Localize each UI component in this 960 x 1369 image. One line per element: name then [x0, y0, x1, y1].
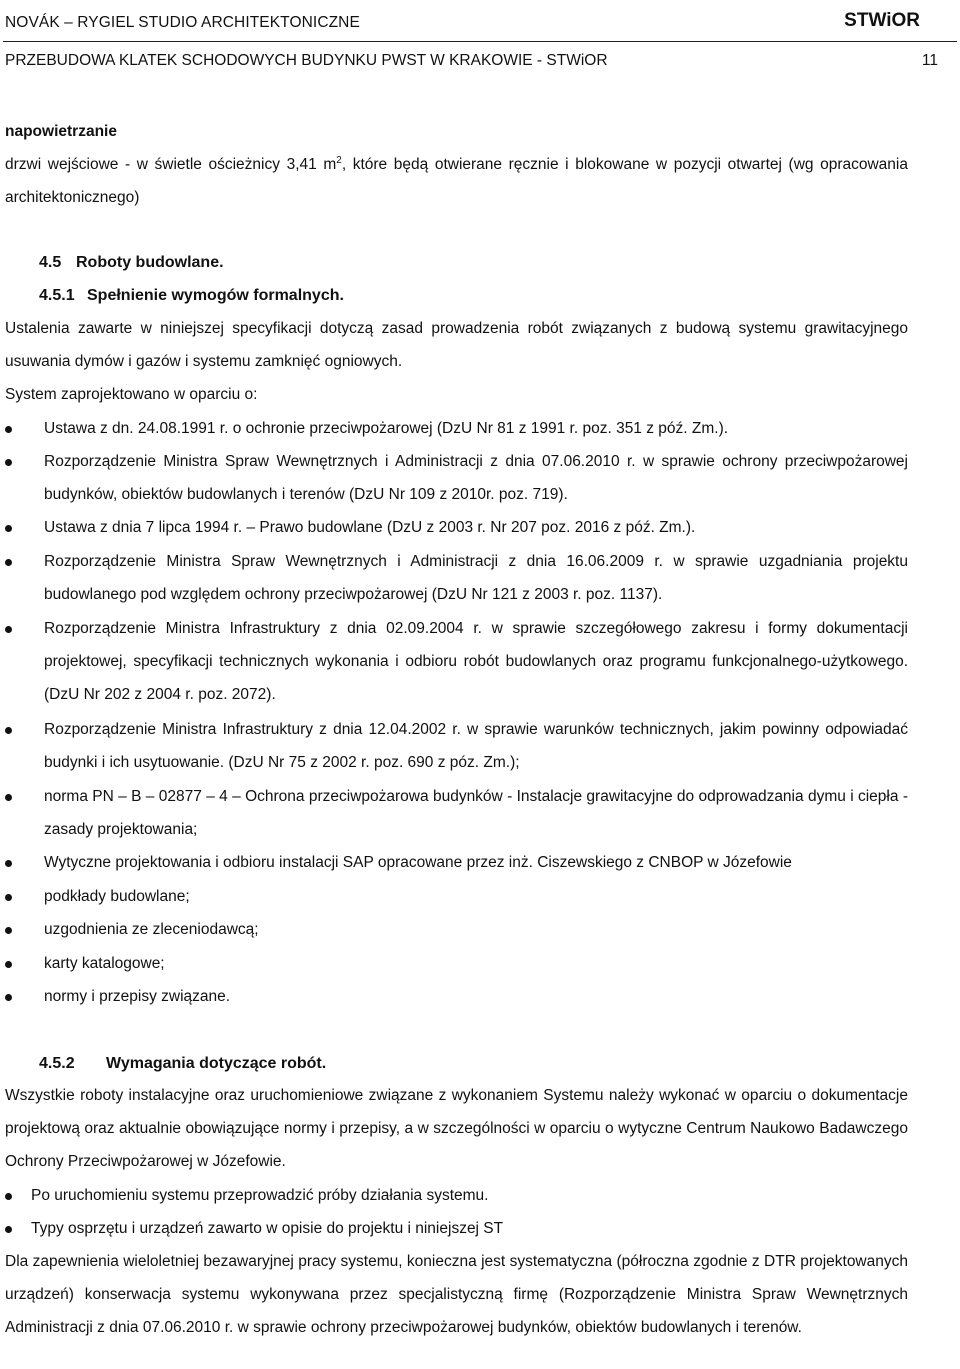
- list-item-text: Rozporządzenie Ministra Infrastruktury z dnia 02.09.2004 r. w sprawie szczegółowego zakresu i formy dokumentacji projektowej, specyfikacji technicznych wykonania i odbioru robót budowlanych oraz programu funkcjonalnego-użytkowego. (DzU Nr 202 z 2004 r. poz. 2072).: [44, 620, 908, 703]
- intro-heading: napowietrzanie: [5, 123, 117, 140]
- list-item: [5, 612, 908, 711]
- header-divider: [3, 41, 957, 42]
- list-item-text: uzgodnienia ze zleceniodawcą;: [44, 921, 259, 938]
- brand-name: STWiOR: [844, 10, 920, 31]
- heading-4-5-1: [39, 287, 344, 305]
- list-item: [5, 1212, 908, 1245]
- heading-4-5-2-number: 4.5.2: [39, 1055, 75, 1072]
- bullet-icon: [5, 1226, 12, 1233]
- list-item-text: normy i przepisy związane.: [44, 988, 231, 1005]
- bullet-icon: [5, 894, 12, 901]
- bullet-icon: [5, 426, 12, 433]
- list-item-text: Rozporządzenie Ministra Infrastruktury z dnia 12.04.2002 r. w sprawie warunków technicznych, jakim powinny odpowiadać budynki i ich usytuowanie. (DzU Nr 75 z 2002 r. poz. 690 z póz. Zm.);: [44, 721, 908, 771]
- bullet-icon: [5, 525, 12, 532]
- bullet-icon: [5, 961, 12, 968]
- basis-line: System zaprojektowano w oparciu o:: [5, 386, 258, 403]
- page-number: 11: [921, 52, 938, 69]
- bullet-icon: [5, 794, 12, 801]
- heading-4-5-1-title: Spełnienie wymogów formalnych.: [87, 287, 344, 304]
- section-4-5-2-paragraph: Wszystkie roboty instalacyjne oraz uruchomieniowe związane z wykonaniem Systemu należy wykonać w oparciu o dokumentacje projektową oraz aktualnie obowiązujące normy i przepisy, a w szczególności w oparciu o wytyczne Centrum Naukowo Badawczego Ochrony Przeciwpożarowej w Józefowie.: [5, 1087, 908, 1170]
- list-item-text: Typy osprzętu i urządzeń zawarto w opisie do projektu i niniejszej ST: [31, 1220, 504, 1237]
- studio-name: NOVÁK – RYGIEL STUDIO ARCHITEKTONICZNE: [5, 14, 360, 31]
- list-item-text: podkłady budowlane;: [44, 888, 190, 905]
- bullet-icon: [5, 1193, 12, 1200]
- heading-4-5: [39, 254, 224, 272]
- heading-4-5-title: Roboty budowlane.: [76, 254, 224, 271]
- closing-paragraph: Dla zapewnienia wieloletniej bezawaryjnej pracy systemu, konieczna jest systematyczna (półroczna zgodnie z DTR projektowanych urządzeń) konserwacja systemu wykonywana przez specjalistyczną firmę (Rozporządzenie Ministra Spraw Wewnętrznych Administracji z dnia 07.06.2010 r. w sprawie ochrony przeciwpożarowej budynków, obiektów budowlanych i terenów.: [5, 1253, 908, 1336]
- list-item: [5, 780, 908, 846]
- list-item-text: Ustawa z dnia 7 lipca 1994 r. – Prawo budowlane (DzU z 2003 r. Nr 207 poz. 2016 z póź. Zm.).: [44, 519, 696, 536]
- list-item: [5, 913, 908, 946]
- bullet-icon: [5, 459, 12, 466]
- document-title: PRZEBUDOWA KLATEK SCHODOWYCH BUDYNKU PWST W KRAKOWIE - STWiOR: [5, 52, 608, 69]
- list-item: [5, 1179, 908, 1212]
- heading-4-5-2-title: Wymagania dotyczące robót.: [106, 1055, 327, 1072]
- bullet-icon: [5, 727, 12, 734]
- list-item-text: Wytyczne projektowania i odbioru instalacji SAP opracowane przez inż. Ciszewskiego z CNBOP w Józefowie: [44, 854, 792, 871]
- intro-superscript: 2: [336, 154, 342, 166]
- bullet-icon: [5, 626, 12, 633]
- list-item: [5, 846, 908, 879]
- intro-paragraph: [5, 148, 908, 214]
- list-item-text: Rozporządzenie Ministra Spraw Wewnętrznych i Administracji z dnia 07.06.2010 r. w sprawie ochrony przeciwpożarowej budynków, obiektów budowlanych i terenów (DzU Nr 109 z 2010r. poz. 719).: [44, 453, 908, 503]
- list-item: [5, 880, 908, 913]
- section-4-5-1-paragraph: Ustalenia zawarte w niniejszej specyfikacji dotyczą zasad prowadzenia robót związanych z budową systemu grawitacyjnego usuwania dymów i gazów i systemu zamknięć ogniowych.: [5, 320, 908, 370]
- list-item-text: Rozporządzenie Ministra Spraw Wewnętrznych i Administracji z dnia 16.06.2009 r. w sprawie uzgadniania projektu budowlanego pod względem ochrony przeciwpożarowej (DzU Nr 121 z 2003 r. poz. 1137).: [44, 553, 908, 603]
- bullet-icon: [5, 994, 12, 1001]
- intro-text-b: , które będą otwierane ręcznie i blokowane w pozycji otwartej (wg opracowania architektonicznego): [5, 156, 908, 206]
- list-item: [5, 445, 908, 511]
- intro-text-a: drzwi wejściowe - w świetle ościeżnicy 3,41 m: [5, 156, 337, 173]
- list-item-text: norma PN – B – 02877 – 4 – Ochrona przeciwpożarowa budynków - Instalacje grawitacyjne do odprowadzania dymu i ciepła - zasady projektowania;: [44, 788, 908, 838]
- list-item: [5, 980, 908, 1013]
- bullet-icon: [5, 927, 12, 934]
- list-item: [5, 713, 908, 779]
- list-item: [5, 511, 908, 544]
- bullet-icon: [5, 860, 12, 867]
- list-item: [5, 947, 908, 980]
- heading-4-5-number: 4.5: [39, 254, 62, 271]
- list-item-text: karty katalogowe;: [44, 955, 165, 972]
- list-item-text: Po uruchomieniu systemu przeprowadzić próby działania systemu.: [31, 1187, 489, 1204]
- heading-4-5-2: [39, 1055, 326, 1073]
- list-item: [5, 412, 908, 445]
- list-item-text: Ustawa z dn. 24.08.1991 r. o ochronie przeciwpożarowej (DzU Nr 81 z 1991 r. poz. 351 z póź. Zm.).: [44, 420, 729, 437]
- heading-4-5-1-number: 4.5.1: [39, 287, 75, 304]
- list-item: [5, 545, 908, 611]
- bullet-icon: [5, 559, 12, 566]
